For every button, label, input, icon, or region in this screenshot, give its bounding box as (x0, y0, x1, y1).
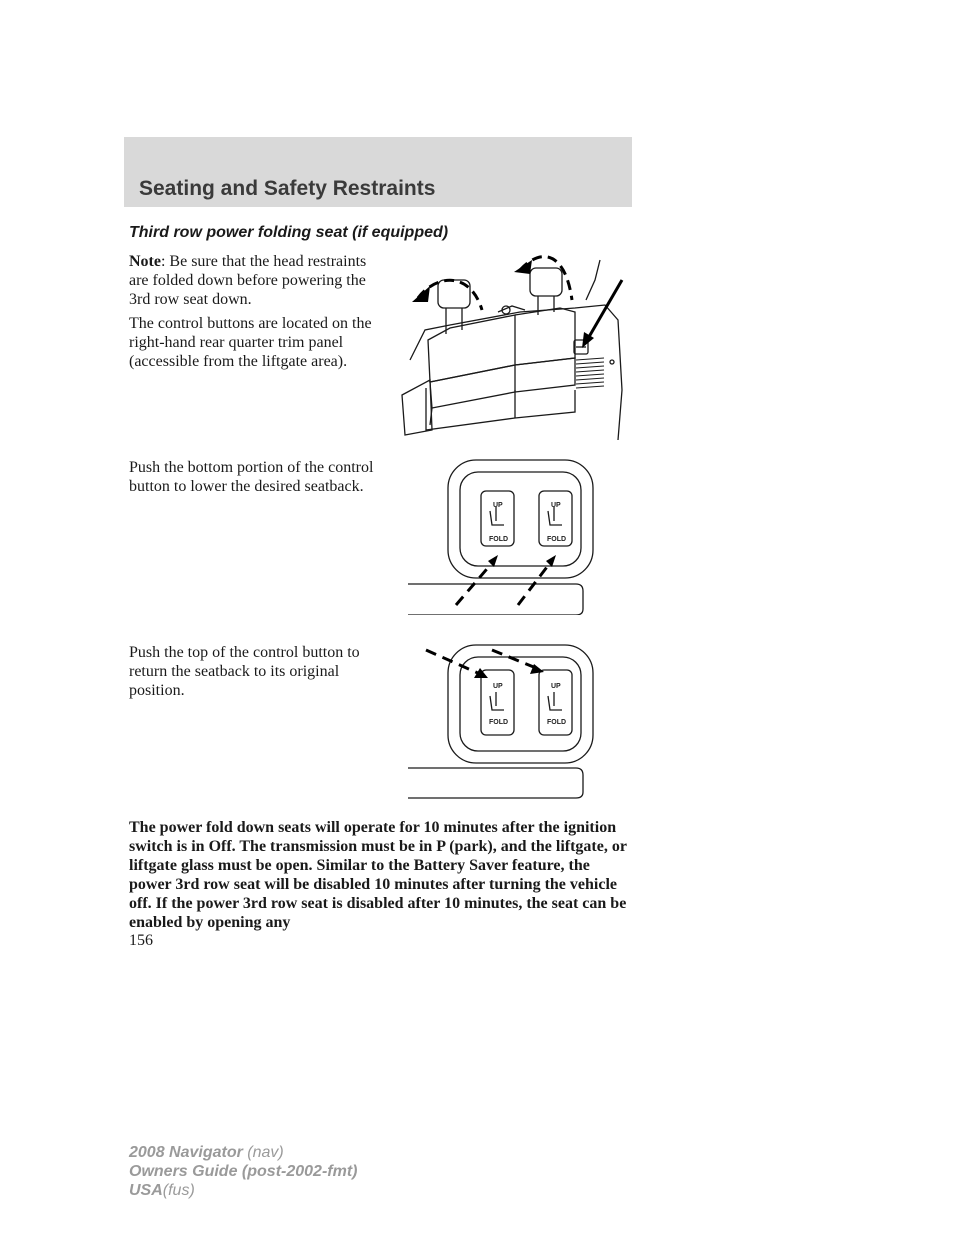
left-up-label: UP (493, 502, 503, 509)
note-paragraph (129, 252, 385, 309)
page-title: Seating and Safety Restraints (139, 177, 436, 200)
left-fold-label: FOLD (489, 536, 509, 543)
note-text: : Be sure that the head restraints are folded down before powering the 3rd row seat down. (129, 253, 367, 308)
section-heading: Third row power folding seat (if equipped) (129, 224, 449, 241)
footer-market: USA (129, 1182, 163, 1199)
left-up-label-2: UP (493, 683, 503, 690)
footer-market-code: (fus) (162, 1182, 195, 1199)
page-number: 156 (129, 932, 153, 949)
third-row-seat-illustration (390, 240, 630, 440)
footer-model-code: (nav) (247, 1144, 284, 1161)
right-fold-label-2: FOLD (547, 719, 567, 726)
left-fold-label-2: FOLD (489, 719, 509, 726)
footer (129, 1143, 357, 1200)
third-row-seat-svg (390, 240, 630, 440)
footer-model: 2008 Navigator (129, 1144, 243, 1161)
note-label: Note (129, 253, 161, 270)
push-top-paragraph: Push the top of the control button to return the seatback to its original position. (129, 644, 360, 699)
operation-paragraph: The power fold down seats will operate for 10 minutes after the ignition switch is in Off. The transmission must be in P (park), and the liftgate, or liftgate glass must be open. Similar to the Battery Saver feature, the power 3rd row seat will be disabled 10 minutes after turning the vehicle off. If the power 3rd row seat is disabled after 10 minutes, the seat can be enabled by opening any (129, 819, 627, 931)
fold-button-svg (408, 455, 598, 615)
header-band (124, 137, 632, 207)
footer-line-1 (129, 1143, 357, 1162)
up-button-svg (408, 640, 598, 800)
right-fold-label: FOLD (547, 536, 567, 543)
control-location-paragraph: The control buttons are located on the right-hand rear quarter trim panel (accessible from the liftgate area). (129, 315, 372, 370)
footer-line-3 (129, 1181, 357, 1200)
up-button-illustration (408, 640, 598, 800)
right-up-label: UP (551, 502, 561, 509)
right-up-label-2: UP (551, 683, 561, 690)
fold-button-illustration (408, 455, 598, 615)
push-bottom-paragraph: Push the bottom portion of the control button to lower the desired seatback. (129, 459, 374, 495)
footer-line-2: Owners Guide (post-2002-fmt) (129, 1163, 358, 1180)
